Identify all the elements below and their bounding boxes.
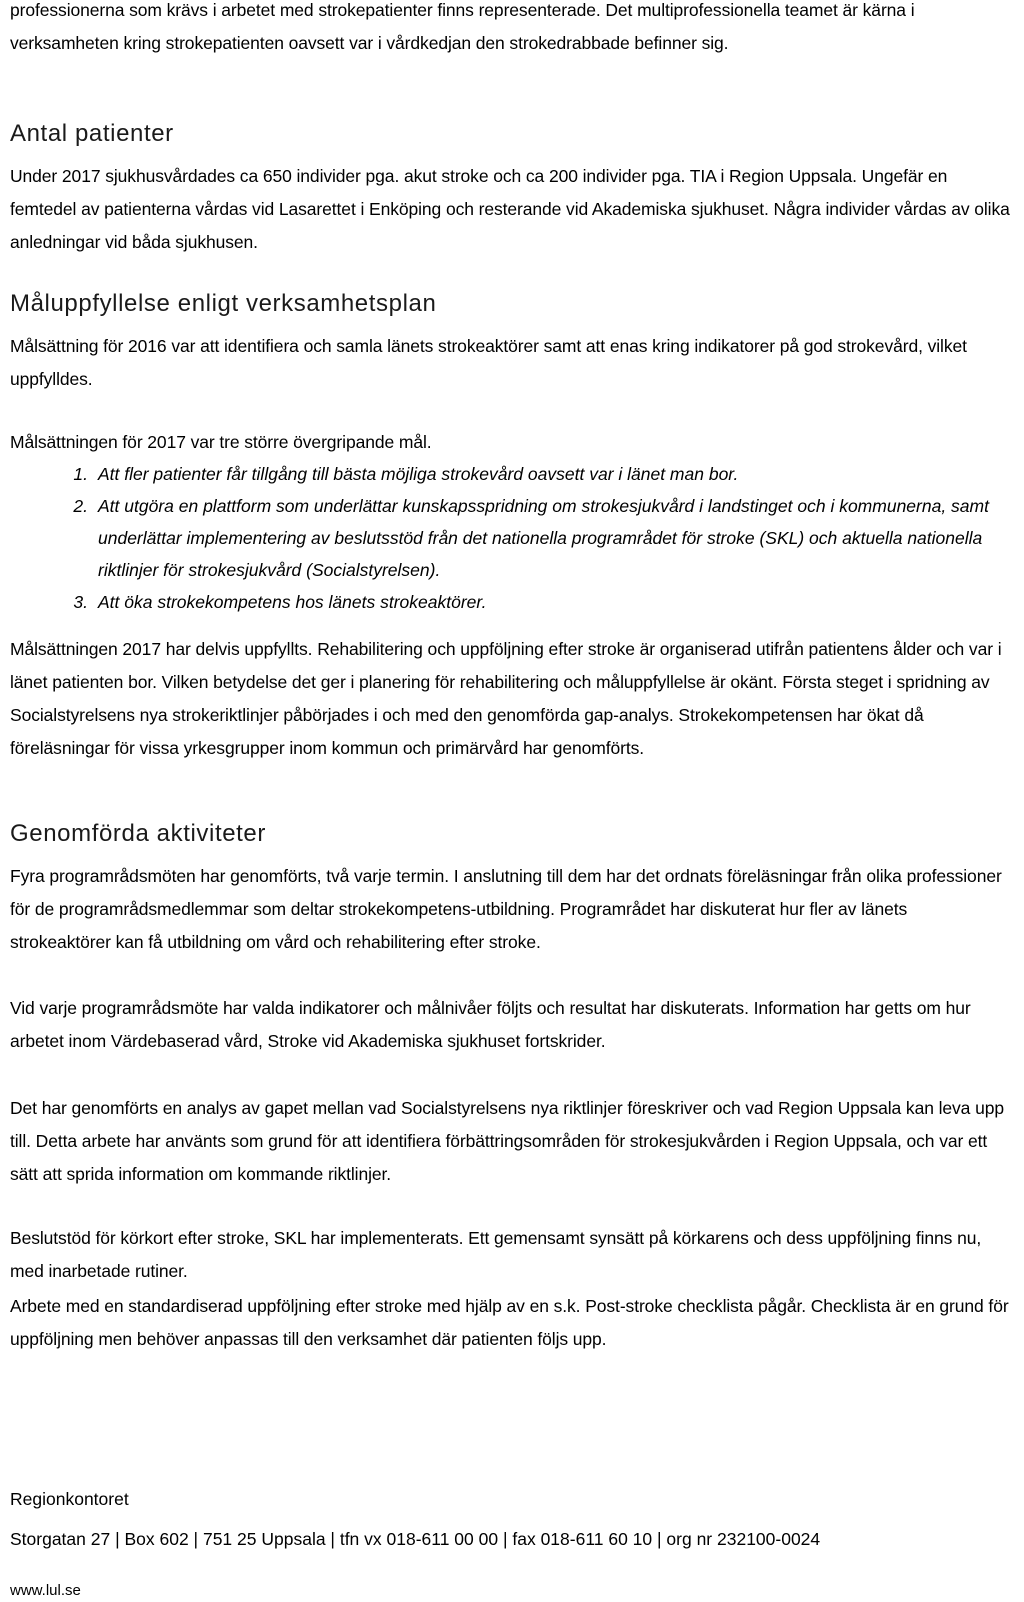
- goals-result-paragraph: Målsättningen 2017 har delvis uppfyllts. Rehabilitering och uppföljning efter stroke är organiserad utifrån patientens ålder och var i länet patienten bor. Vilken betydelse det ger i planering för rehabilitering och måluppfyllelse är okänt. Första steget i spridning av Socialstyrelsens nya strokeriktlinjer påbörjades i och med den genomförda gap-analys. Strokekompetensen har ökat då föreläsningar för vissa yrkesgrupper inom kommun och primärvård har genomförts.: [10, 639, 1002, 758]
- footer-web-link[interactable]: www.lul.se: [10, 1582, 81, 1599]
- goals-2017-intro: Målsättningen för 2017 var tre större övergripande mål.: [10, 432, 432, 452]
- activities-paragraph-5: Arbete med en standardiserad uppföljning efter stroke med hjälp av en s.k. Post-stroke checklista pågår. Checklista är en grund för uppföljning men behöver anpassas till den verksamhet där patienten följs upp.: [10, 1296, 1009, 1349]
- footer-org: Regionkontoret: [10, 1489, 129, 1509]
- patients-paragraph: Under 2017 sjukhusvårdades ca 650 individer pga. akut stroke och ca 200 individer pga. TIA i Region Uppsala. Ungefär en femtedel av patienterna vårdas vid Lasarettet i Enköping och resterande vid Akademiska sjukhuset. Några individer vårdas av olika anledningar vid båda sjukhusen.: [10, 166, 1010, 252]
- goals-list: [10, 458, 1010, 618]
- list-item-number: 3.: [73, 592, 88, 612]
- list-item-text: Att utgöra en plattform som underlättar kunskapsspridning om strokesjukvård i landstinget och i kommunerna, samt underlättar implementering av beslutsstöd från det nationella programrådet för stroke (SKL) och aktuella nationella riktlinjer för strokesjukvård (Socialstyrelsen).: [98, 496, 989, 580]
- heading-maluppfyllelse: Måluppfyllelse enligt verksamhetsplan: [10, 290, 437, 317]
- intro-paragraph: professionerna som krävs i arbetet med strokepatienter finns representerade. Det multiprofessionella teamet är kärna i verksamheten kring strokepatienten oavsett var i vårdkedjan den strokedrabbade befinner sig.: [10, 0, 915, 53]
- goals-2016-paragraph: Målsättning för 2016 var att identifiera och samla länets strokeaktörer samt att enas kring indikatorer på god strokevård, vilket uppfylldes.: [10, 336, 967, 389]
- activities-paragraph-2: Vid varje programrådsmöte har valda indikatorer och målnivåer följts och resultat har diskuterats. Information har getts om hur arbetet inom Värdebaserad vård, Stroke vid Akademiska sjukhuset fortskrider.: [10, 998, 971, 1051]
- list-item: [10, 490, 1010, 586]
- list-item-text: Att fler patienter får tillgång till bästa möjliga strokevård oavsett var i länet man bor.: [98, 464, 739, 484]
- list-item-number: 1.: [73, 464, 88, 484]
- list-item: [10, 586, 1010, 618]
- footer-address: Storgatan 27 | Box 602 | 751 25 Uppsala | tfn vx 018-611 00 00 | fax 018-611 60 10 | org nr 232100-0024: [10, 1529, 821, 1549]
- activities-paragraph-3: Det har genomförts en analys av gapet mellan vad Socialstyrelsens nya riktlinjer föreskriver och vad Region Uppsala kan leva upp till. Detta arbete har använts som grund för att identifiera förbättringsområden för strokesjukvården i Region Uppsala, och var ett sätt att sprida information om kommande riktlinjer.: [10, 1098, 1004, 1184]
- activities-paragraph-1: Fyra programrådsmöten har genomförts, två varje termin. I anslutning till dem har det ordnats föreläsningar från olika professioner för de programrådsmedlemmar som deltar strokekompetens-utbildning. Programrådet har diskuterat hur fler av länets strokeaktörer kan få utbildning om vård och rehabilitering efter stroke.: [10, 866, 1002, 952]
- list-item-text: Att öka strokekompetens hos länets strokeaktörer.: [98, 592, 487, 612]
- list-item-number: 2.: [73, 496, 88, 516]
- heading-genomforda-aktiviteter: Genomförda aktiviteter: [10, 820, 266, 847]
- heading-antal-patienter: Antal patienter: [10, 120, 174, 147]
- activities-paragraph-4: Beslutstöd för körkort efter stroke, SKL har implementerats. Ett gemensamt synsätt på körkarens och dess uppföljning finns nu, med inarbetade rutiner.: [10, 1228, 982, 1281]
- list-item: [10, 458, 1010, 490]
